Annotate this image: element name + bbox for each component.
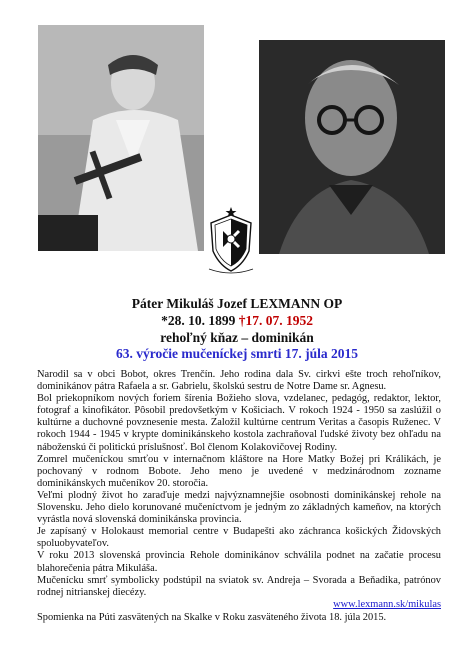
- paragraph: Mučenícku smrť symbolicky podstúpil na sviatok sv. Andreja – Svorada a Beňadika, patrónov rodnej nitrianskej diecézy.: [37, 574, 441, 598]
- birth-date: *28. 10. 1899: [161, 313, 236, 328]
- role-subtitle: rehoľný kňaz – dominikán: [160, 330, 314, 345]
- photo-older-priest: [259, 40, 445, 254]
- anniversary-heading: 63. výročie mučeníckej smrti 17. júla 2015: [116, 346, 358, 361]
- dominican-crest-icon: [203, 207, 259, 275]
- paragraph: Bol priekopníkom nových foriem šírenia Božieho slova, vzdelanec, pedagóg, redaktor, lektor, fotograf a kinofikátor. Pôsobil predovšetkým v Košiciach. V rokoch 1924 - 1950 sa zaslúžil o kultúrne a duchovné povznesenie mesta. Založil kultúrne centrum Veritas a časopis Ruženec. V rokoch 1944 - 1945 v krypte dominikánskeho kostola zachraňoval ľudské životy bez ohľadu na náboženskú či politickú príslušnosť. Bol členom Kolakovičovej Rodiny.: [37, 393, 441, 453]
- paragraph: Narodil sa v obci Bobot, okres Trenčín. Jeho rodina dala Sv. cirkvi ešte troch rehoľníkov, dominikánov pátra Rafaela a sr. Gabrielu, školskú sestru de Notre Dame sr. Agnesu.: [37, 369, 441, 393]
- death-date: †17. 07. 1952: [238, 313, 313, 328]
- paragraph: Je zapísaný v Holokaust memorial centre v Budapešti ako záchranca košických Židovských spoluobyvateľov.: [37, 526, 441, 550]
- paragraph: V roku 2013 slovenská provincia Rehole dominikánov schválila podnet na začatie procesu blahorečenia pátra Mikuláša.: [37, 550, 441, 574]
- paragraph: Veľmi plodný život ho zaraďuje medzi najvýznamnejšie osobnosti dominikánskej rehole na Slovensku. Jeho dielo korunované mučeníctvom je jedným zo základných kameňov, na ktorých vyrástla nová slovenská dominikánska provincia.: [37, 489, 441, 526]
- page-title: Páter Mikuláš Jozef LEXMANN OP: [131, 296, 343, 311]
- paragraph: Zomrel mučeníckou smrťou v internačnom kláštore na Hore Matky Božej pri Králikách, je pochovaný v rodnom Bobote. Jeho meno je uvedené v medzinárodnom zozname dominikánskych mučeníkov 20. storočia.: [37, 453, 441, 489]
- life-dates: [0, 313, 474, 329]
- footer-note: Spomienka na Púti zasvätených na Skalke v Roku zasväteného života 18. júla 2015.: [37, 612, 387, 623]
- biography-text: [37, 369, 441, 611]
- website-link[interactable]: www.lexmann.sk/mikulas: [333, 598, 441, 610]
- photo-young-friar: [38, 25, 204, 251]
